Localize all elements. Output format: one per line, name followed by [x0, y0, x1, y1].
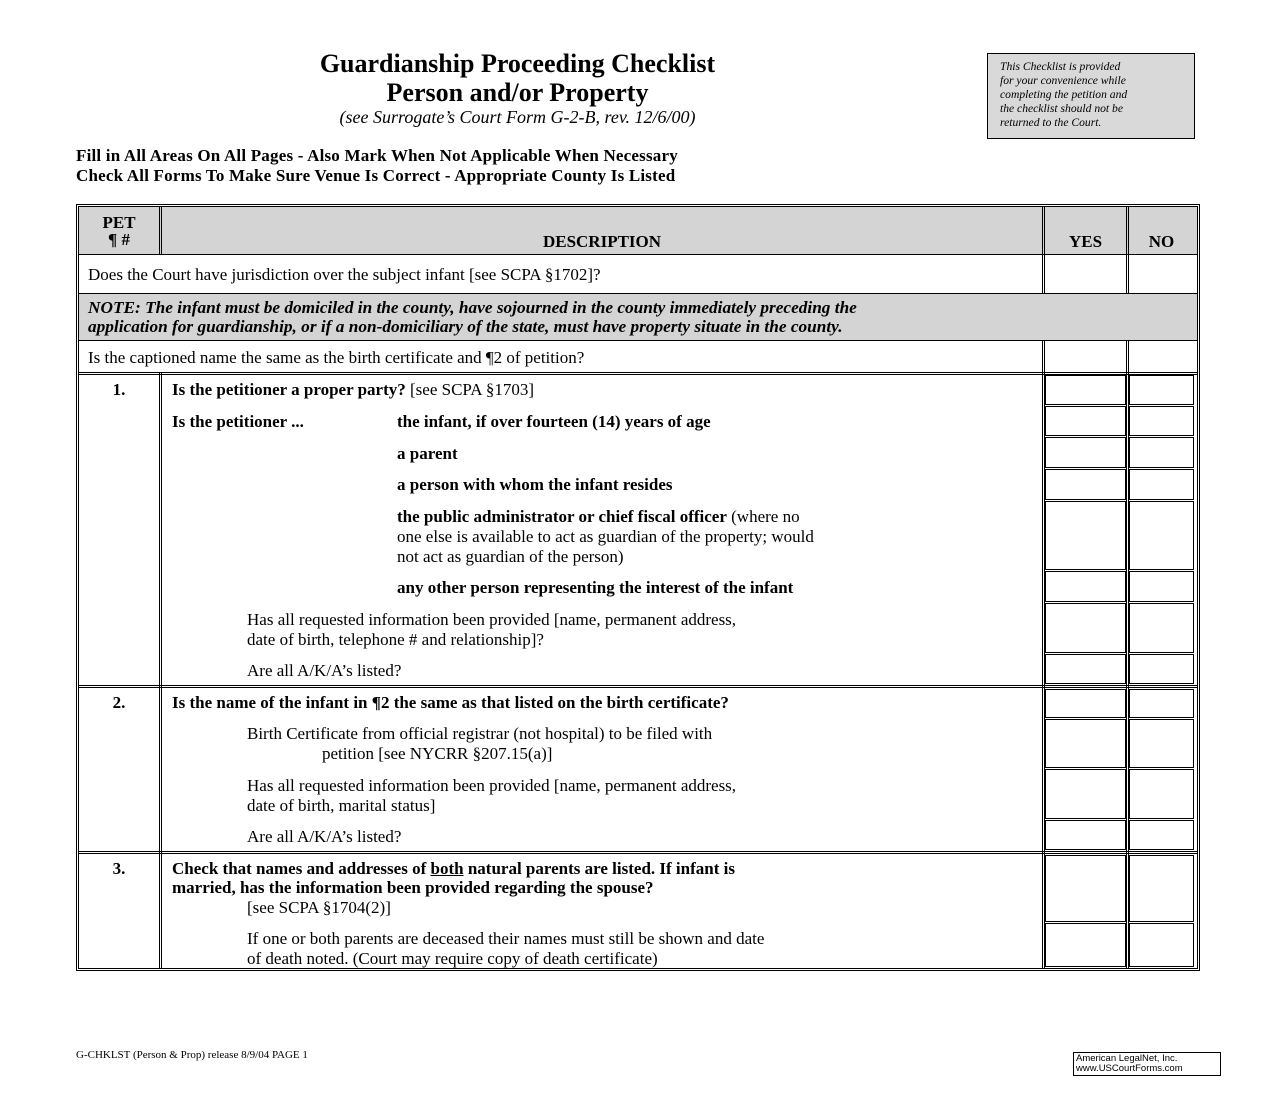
petitioner-option-parent: a parent — [397, 444, 458, 463]
publisher-logo — [1073, 1052, 1221, 1076]
note-line: of death noted. (Court may require copy of death certificate) — [247, 949, 658, 968]
notice-line: completing the petition and — [1000, 88, 1128, 101]
no-checkbox[interactable] — [1129, 437, 1194, 468]
yes-checkbox[interactable] — [1045, 437, 1126, 468]
no-checkbox[interactable] — [1129, 689, 1194, 718]
no-checkbox[interactable] — [1129, 855, 1194, 922]
no-checkbox[interactable] — [1129, 603, 1194, 653]
col-yes-header: YES — [1068, 232, 1103, 251]
proper-party-question — [172, 380, 534, 400]
info-provided-question — [247, 610, 736, 650]
question-reference: [see SCPA §1703] — [405, 380, 535, 399]
notice-line: for your convenience while — [1000, 74, 1126, 87]
instruction-check-venue: Check All Forms To Make Sure Venue Is Correct - Appropriate County Is Listed — [76, 166, 676, 185]
option-line: one else is available to act as guardian of the property; would — [397, 527, 814, 546]
col-pet-header: PET — [102, 213, 136, 232]
yes-checkbox[interactable] — [1045, 375, 1126, 405]
birth-certificate-requirement: Birth Certificate from official registrar (not hospital) to be filed with — [247, 724, 713, 743]
petitioner-option-resides: a person with whom the infant resides — [397, 475, 673, 494]
convenience-notice — [987, 53, 1195, 139]
yes-checkbox[interactable] — [1045, 406, 1126, 436]
no-checkbox[interactable] — [1129, 469, 1194, 500]
note-line: If one or both parents are deceased their names must still be shown and date — [247, 929, 765, 948]
publisher-name: American LegalNet, Inc. — [1076, 1053, 1178, 1064]
col-no-header: NO — [1148, 232, 1175, 251]
no-checkbox[interactable] — [1129, 406, 1194, 436]
jurisdiction-question: Does the Court have jurisdiction over the subject infant [see SCPA §1702]? — [88, 265, 601, 284]
petitioner-option-public-admin — [397, 507, 814, 567]
spouse-question: married, has the information been provided regarding the spouse? — [172, 878, 654, 897]
form-title-line2: Person and/or Property — [386, 78, 649, 107]
checklist-table — [76, 204, 1200, 971]
petitioner-option-other: any other person representing the interest of the infant — [397, 578, 794, 597]
no-checkbox[interactable] — [1129, 769, 1194, 819]
notice-line: This Checklist is provided — [1000, 60, 1121, 73]
birth-certificate-reference: petition [see NYCRR §207.15(a)] — [322, 744, 553, 763]
question-emphasis: both — [430, 859, 464, 878]
notice-line: returned to the Court. — [1000, 116, 1102, 129]
option-bold: the public administrator or chief fiscal officer — [397, 507, 727, 526]
option-line: not act as guardian of the person) — [397, 547, 624, 566]
scpa-reference: [see SCPA §1704(2)] — [247, 898, 391, 917]
col-pet-subheader: ¶ # — [108, 230, 130, 249]
pet-paragraph-number: 2. — [112, 693, 126, 712]
pet-paragraph-number: 3. — [112, 859, 126, 878]
captioned-name-question: Is the captioned name the same as the birth certificate and ¶2 of petition? — [88, 348, 585, 367]
question-line: Has all requested information been provided [name, permanent address, — [247, 776, 737, 795]
infant-name-question: Is the name of the infant in ¶2 the same as that listed on the birth certificate? — [172, 693, 729, 712]
question-line: Has all requested information been provided [name, permanent address, — [247, 610, 737, 629]
yes-checkbox[interactable] — [1045, 603, 1126, 653]
pet-paragraph-number: 1. — [112, 380, 126, 399]
no-checkbox[interactable] — [1129, 571, 1194, 602]
yes-checkbox[interactable] — [1045, 719, 1126, 768]
info-provided-question — [247, 776, 736, 816]
publisher-url: www.USCourtForms.com — [1076, 1063, 1183, 1074]
question-bold: Is the petitioner a proper party? — [172, 380, 406, 399]
no-checkbox[interactable] — [1129, 719, 1194, 768]
yes-checkbox[interactable] — [1045, 501, 1126, 570]
no-checkbox[interactable] — [1129, 820, 1194, 850]
question-part: Check that names and addresses of — [172, 859, 431, 878]
yes-checkbox[interactable] — [1045, 820, 1126, 850]
option-rest: (where no — [726, 507, 800, 526]
form-title: Guardianship Proceeding Checklist — [319, 49, 716, 78]
question-line: date of birth, marital status] — [247, 796, 436, 815]
option-line — [397, 507, 814, 527]
notice-line: the checklist should not be — [1000, 102, 1123, 115]
question-line: date of birth, telephone # and relationship]? — [247, 630, 544, 649]
yes-checkbox[interactable] — [1045, 654, 1126, 684]
parents-question — [172, 859, 735, 879]
no-checkbox[interactable] — [1129, 923, 1194, 967]
note-line: application for guardianship, or if a non-domiciliary of the state, must have property situate in the county. — [88, 317, 843, 336]
yes-checkbox[interactable] — [1045, 923, 1126, 967]
question-part: natural parents are listed. If infant is — [463, 859, 735, 878]
yes-checkbox[interactable] — [1045, 469, 1126, 500]
instruction-fill-all: Fill in All Areas On All Pages - Also Mark When Not Applicable When Necessary — [76, 146, 678, 165]
form-subtitle: (see Surrogate’s Court Form G-2-B, rev. 12/6/00) — [339, 107, 696, 127]
aka-question: Are all A/K/A’s listed? — [247, 827, 402, 846]
yes-checkbox[interactable] — [1045, 769, 1126, 819]
no-checkbox[interactable] — [1129, 375, 1194, 405]
petitioner-lead: Is the petitioner ... — [172, 412, 304, 431]
no-checkbox[interactable] — [1129, 501, 1194, 570]
yes-checkbox[interactable] — [1045, 689, 1126, 718]
aka-question: Are all A/K/A’s listed? — [247, 661, 402, 680]
jurisdiction-note — [88, 298, 1193, 336]
yes-checkbox[interactable] — [1045, 855, 1126, 922]
col-description-header: DESCRIPTION — [542, 232, 662, 251]
form-release-footer: G-CHKLST (Person & Prop) release 8/9/04 PAGE 1 — [76, 1049, 308, 1061]
petitioner-option-infant: the infant, if over fourteen (14) years of age — [397, 412, 711, 431]
note-line: NOTE: The infant must be domiciled in the county, have sojourned in the county immediately preceding the — [88, 298, 857, 317]
deceased-parents-note — [247, 929, 764, 969]
yes-checkbox[interactable] — [1045, 571, 1126, 602]
no-checkbox[interactable] — [1129, 654, 1194, 684]
